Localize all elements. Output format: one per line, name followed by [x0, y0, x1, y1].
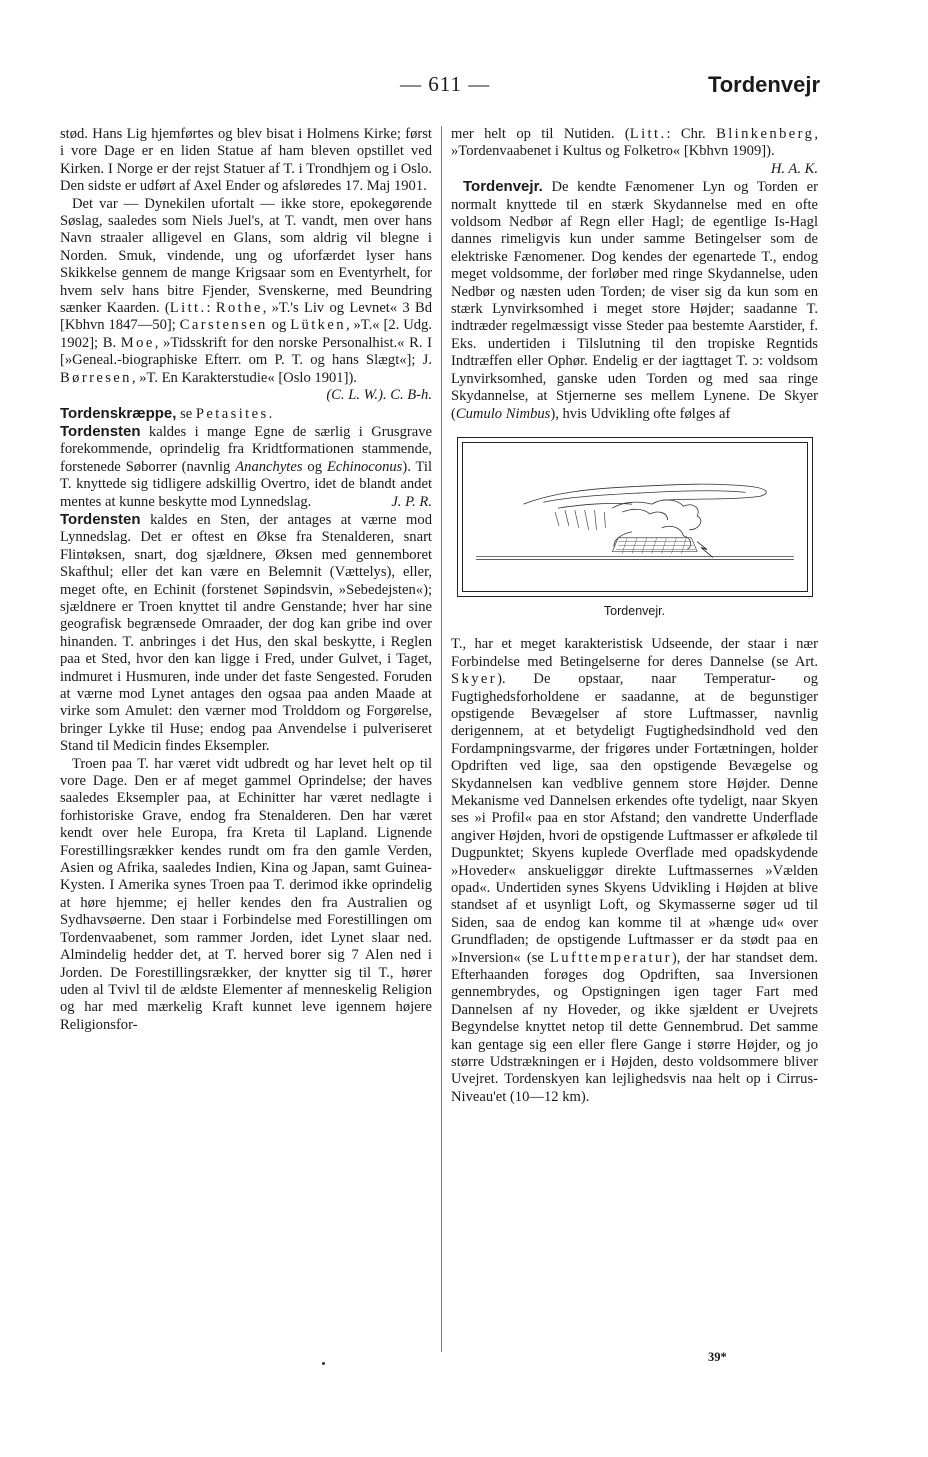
- entry-tordenskraeppe: [60, 405, 432, 423]
- author-name: Rothe: [215, 300, 263, 317]
- entry-tordenvejr: [451, 178, 818, 423]
- cross-reference: Skyer: [451, 671, 498, 688]
- author-signature: H. A. K.: [770, 160, 818, 177]
- thundercloud-illustration: [462, 442, 808, 592]
- text-run: De kendte Fænomener Lyn og Torden er normalt knyttede til en stærk Skydannelse med en ofte voldsom Nedbør af Regn eller Hagl; de egentlige Is-Hagl dannes rimeligvis kun under samme Betingelser som de elektriske Fænomener. Dog kendes der egenartede T., endog meget voldsomme, der forløber med ringe Skydannelse, uden Nedbør og næsten uden Torden; de viser sig da kun som en stærk Lynvirksomhed i meget store Højder; saadanne T. indtræder regelmæssigt visse Steder paa bestemte Aarstider, f. Eks. undertiden i Tilslutning til den tropiske Regntids Indtræffen eller Ophør. Endelig er der iagttaget T. ɔ: voldsom Lynvirksomhed, ganske uden Torden og med saa ringe Skydannelse, at Stjernerne ses mellem Lynene. De Skyer (: [451, 179, 818, 422]
- species-name: Ananchytes: [235, 458, 303, 475]
- text-run: ). De opstaar, naar Temperatur- og Fugtighedsforholdene er saadanne, at de begunstiger opstigende Bevægelser af store Luftmasser, navnlig derigennem, at et betydeligt Fugtighedsindhold ved den Fordampningsvarme, der frigøres under Fortætningen, holder Opdriften ved lige, saa den opstigende Bevægelse og Skydannelsen kan vedblive gennem store Højder. Denne Mekanisme ved Dannelsen erkendes ofte tydeligt, naar Skyen ses »i Profil« paa en stor Afstand; den vandrette Underflade angiver Højden, hvori de opstigende Luftmasser er afkølede til Dugpunktet; Skyens kuplede Overflade med opadskydende »Hoveder« anskueliggør direkte Luftmassernes »Vælden opad«. Undertiden synes Skyens Udvikling i Højden at blive standset af et usynligt Loft, og Skymasserne søger ud til Siden, saa de endog kan komme til at »hænge ud« over Grundfladen; de opstigende Luftmasser er da stødt paa en »Inversion« (se: [451, 671, 818, 966]
- text-run: : Chr.: [666, 126, 717, 142]
- text-run: ). Til T. knyttede sig tidligere adskillig Overtro, idet de blandt andet mentes at kunne beskytte mod Lynnedslag.: [60, 458, 433, 510]
- page-header: [60, 70, 820, 106]
- paragraph: [60, 195, 433, 404]
- text-run: og: [267, 317, 291, 334]
- author-name: Lütken: [290, 317, 346, 334]
- text-run: .: [268, 405, 273, 422]
- author-signature: J. P. R.: [391, 493, 432, 510]
- text-run: kaldes en Sten, der antages at værne mod Lynnedslag. Det er oftest en Økse fra Stenalderen, snart Flintøksen, snart, dog sjældnere, Øksen med gennemboret Skafthul; eller det kan være en Belemnit (Vættelys), eller, meget ofte, en Echinit (forstenet Søpindsvin, »Sebedejsten«); sjældnere er Troen knyttet til andre Genstande; hver har sine geografisk begrænsede Omraader, der dog kan gribe ind over hinanden. T. anbringes i det Hus, den skal beskytte, i Reglen paa et Sted, hvor den kan ligge i Fred, under Gulvet, i Taget, indmuret i Husmuren, inde under det faste Sengested. Foruden at værne mod Lynet antages den ogsaa paa anden Maade at virke som Amulet: den værner mod Trolddom og Forgørelse, bringer Lykke til Huse; endog paa Anvendelse i pulveriseret Stand til Medicin findes Eksempler.: [60, 511, 432, 755]
- text-run: , »T.'s Liv og Levnet« 3 Bd [Kbhvn 1847—50];: [60, 300, 432, 334]
- author-name: Carstensen: [179, 317, 268, 334]
- signature-mark: 39*: [708, 1350, 727, 1364]
- figure-caption: Tordenvejr.: [603, 603, 666, 618]
- right-column: [451, 126, 818, 1106]
- text-run: , »T.« [2. Udg. 1902]; B.: [60, 317, 432, 351]
- text-run: kaldes i mange Egne de særlig i Grusgrave forekommende, oprindelig fra Kridtformationen stammende, forstenede Søborrer (navnlig: [60, 423, 432, 475]
- figure-frame: [457, 437, 813, 597]
- headword: Tordenvejr.: [463, 178, 543, 196]
- thundercloud-drawing: [463, 443, 807, 591]
- litt-label: Litt.: [169, 300, 207, 317]
- left-column: [60, 126, 432, 1034]
- stray-dot: [322, 1362, 325, 1365]
- entry-tordensten-1: [60, 423, 432, 511]
- author-name: Børresen: [60, 369, 132, 386]
- text-run: og: [302, 458, 327, 475]
- headword: Tordenskræppe,: [60, 404, 177, 422]
- headword: Tordensten: [60, 422, 141, 440]
- text-run: :: [206, 300, 216, 317]
- cross-reference: Lufttemperatur: [549, 949, 672, 966]
- text-run: , »Tidsskrift for den norske Personalhist.« R. I [»Geneal.-biographiske Efterr. om P. T. og hans Slægt«]; J.: [60, 334, 433, 369]
- cloud-type: Cumulo Nimbus: [455, 405, 551, 422]
- running-head: Tordenvejr: [707, 72, 820, 97]
- text-run: se: [176, 405, 196, 422]
- entry-tordensten-2: [60, 511, 432, 756]
- text-run: ), hvis Udvikling ofte følges af: [550, 405, 731, 422]
- text-run: , »T. En Karakterstudie« [Oslo 1901]).: [131, 369, 357, 386]
- text-run: T., har et meget karakteristisk Udseende, der staar i nær Forbindelse med Betingelserne for deres Dannelse (se Art.: [451, 636, 818, 670]
- paragraph: stød. Hans Lig hjemførtes og blev bisat i Holmens Kirke; først i vore Dage er en liden Statue af ham bleven opstillet ved Kirken. I Norge er der rejst Statuer af T. i Trondhjem og i Oslo. Den sidste er udført af Axel Ender og afsløredes 17. Maj 1901.: [60, 126, 432, 195]
- litt-label: Litt.: [629, 126, 667, 142]
- paragraph: [451, 636, 818, 1106]
- column-divider: [441, 126, 442, 1352]
- paragraph: Troen paa T. har været vidt udbredt og har levet helt op til vore Dage. Den er af meget gammel Oprindelse; der haves saaledes Eksempler paa, at Echinitter har været nedlagte i forhistoriske Grave, endog fra Stenalderen. Den har været kendt over hele Europa, fra Kreta til Lapland. Lignende Forestillingsrækker kendes rundt om fra den gamle Verden, Asien og Afrika, saaledes Indien, Kina og Japan, samt Guinea-Kysten. I Amerika synes Troen paa T. derimod ikke oprindelig at høre hjemme; ej heller kendes den fra Australien og Sydhavsøerne. Den staar i Forbindelse med Forestillingen om Tordenvaabenet, som rammer Jorden, idet Lynet slaar ned. Almindelig hedder det, at T. herved borer sig 7 Alen ned i Jorden. De Forestillingsrækker, der knytter sig til T., hører uden al Tvivl til de ældste Elementer af menneskelig Religion og har med mærkelig Kraft kunnet leve igennem højere Religionsfor-: [60, 755, 432, 1033]
- cross-reference: Petasites: [195, 405, 269, 422]
- author-signature: (C. L. W.). C. B-h.: [326, 387, 432, 404]
- paragraph: [451, 126, 818, 177]
- page-number: — 611 —: [400, 72, 491, 96]
- species-name: Echinoconus: [326, 458, 403, 475]
- author-name: Blinkenberg: [716, 126, 815, 142]
- text-run: mer helt op til Nutiden. (: [451, 126, 630, 142]
- headword: Tordensten: [60, 510, 141, 528]
- text-run: ), der har standset dem. Efterhaanden forøges dog Opdriften, saa Inversionen gennembrydes, og Opstigningen igen tager Fart med Dannelsen af ny Hoveder, og ikke sjældent er Uvejrets Begyndelse knyttet netop til dette Gennembrud. Det samme kan gentage sig een eller flere Gange i større Højder, og jo større Udstrækningen er i Højden, desto voldsommere bliver Uvejret. Tordenskyen kan lejlighedsvis naa helt op i Cirrus-Niveau'et (10—12 km).: [451, 949, 818, 1105]
- text-run: Det var — Dynekilen ufortalt — ikke store, epokegørende Søslag, saaledes som Niels Juel's, at T. vandt, men over hans Navn straaler alligevel en Glans, som aldrig vil blegne i Norden. Smuk, vindende, ung og uforfærdet lyser hans Skikkelse gennem de mange Krigsaar som en Eventyrhelt, for hvem selv hans bitre Fjender, Svenskerne, med Beundring sænker Kaarden. (: [60, 195, 432, 317]
- author-name: Moe: [120, 334, 155, 351]
- text-run: , »Tordenvaabenet i Kultus og Folketro« [Kbhvn 1909]).: [451, 126, 818, 160]
